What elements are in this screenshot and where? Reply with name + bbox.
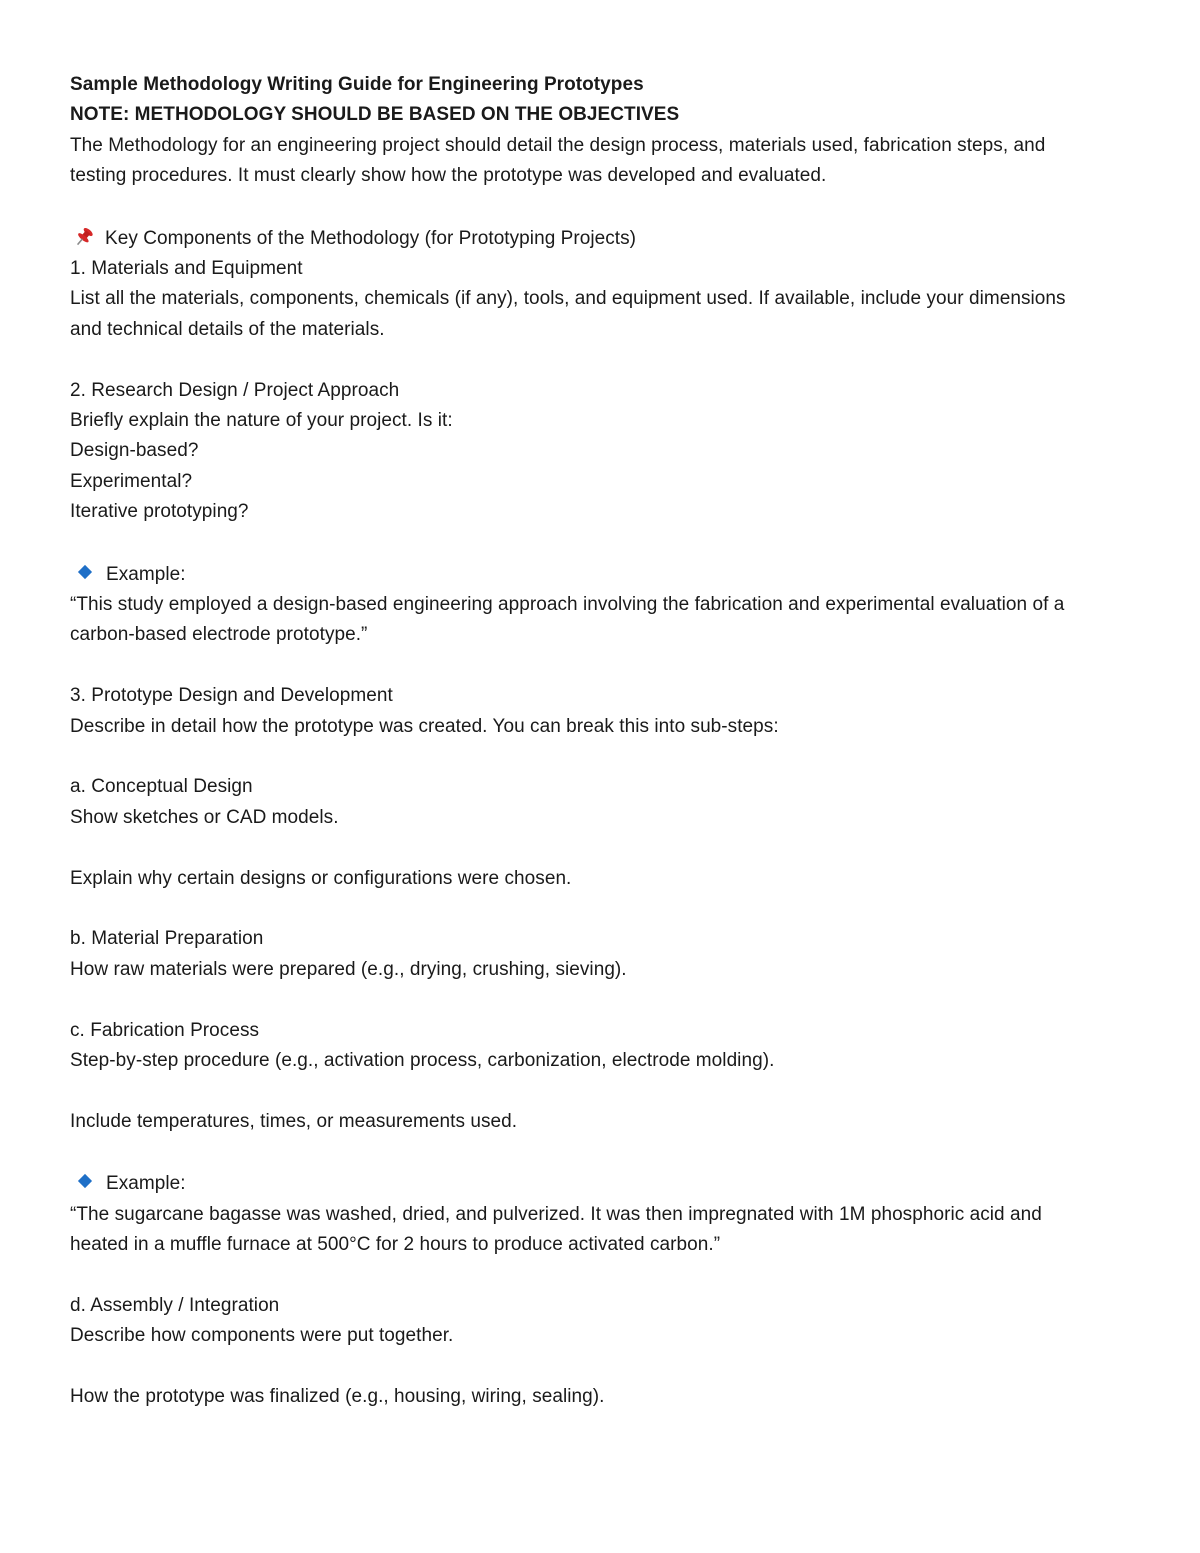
spacer (70, 833, 1130, 863)
section3d-line-2: How the prototype was finalized (e.g., housing, wiring, sealing). (70, 1386, 605, 1408)
document-page (70, 70, 1130, 1412)
spacer (70, 1076, 1130, 1106)
spacer (70, 651, 1130, 681)
section3-example-line-1: “The sugarcane bagasse was washed, dried, and pulverized. It was then impregnated with 1M phosphoric acid and (70, 1203, 1042, 1225)
section2-heading: 2. Research Design / Project Approach (70, 379, 400, 401)
section3c-heading: c. Fabrication Process (70, 1019, 260, 1041)
spacer (70, 345, 1130, 375)
document-title: Sample Methodology Writing Guide for Engineering Prototypes (70, 74, 644, 95)
section1-heading: 1. Materials and Equipment (70, 258, 303, 280)
section2-option: Experimental? (70, 470, 193, 492)
spacer (70, 985, 1130, 1015)
section2-option: Iterative prototyping? (70, 501, 249, 523)
section3-example-label (70, 1169, 1130, 1199)
section3a-line-2: Explain why certain designs or configurations were chosen. (70, 867, 572, 889)
section3c-line-1: Step-by-step procedure (e.g., activation process, carbonization, electrode molding). (70, 1050, 775, 1072)
example-label-text: Example: (106, 563, 186, 585)
spacer (70, 1352, 1130, 1382)
section2-option: Design-based? (70, 440, 199, 462)
diamond-bullet-icon (78, 565, 92, 579)
spacer (70, 1137, 1130, 1169)
section3b-heading: b. Material Preparation (70, 928, 264, 950)
section3d-heading: d. Assembly / Integration (70, 1294, 280, 1316)
spacer (70, 192, 1130, 224)
diamond-bullet-icon (78, 1174, 92, 1188)
spacer (70, 894, 1130, 924)
section3a-heading: a. Conceptual Design (70, 776, 253, 798)
section3c-line-2: Include temperatures, times, or measurements used. (70, 1110, 518, 1132)
section2-example-line-1: “This study employed a design-based engineering approach involving the fabrication and experimental evaluation of a (70, 594, 1065, 616)
intro-line-2: testing procedures. It must clearly show how the prototype was developed and evaluated. (70, 165, 827, 187)
section3a-line-1: Show sketches or CAD models. (70, 806, 339, 828)
section3b-line-1: How raw materials were prepared (e.g., drying, crushing, sieving). (70, 958, 627, 980)
spacer (70, 1260, 1130, 1290)
pushpin-icon (73, 226, 95, 248)
key-components-heading (70, 224, 1130, 254)
section2-intro: Briefly explain the nature of your project. Is it: (70, 410, 453, 432)
section2-example-line-2: carbon-based electrode prototype.” (70, 624, 368, 646)
section2-example-label (70, 560, 1130, 590)
section3d-line-1: Describe how components were put together. (70, 1325, 454, 1347)
spacer (70, 528, 1130, 560)
section1-line-1: List all the materials, components, chemicals (if any), tools, and equipment used. If available, include your dimensions (70, 288, 1066, 310)
section1-line-2: and technical details of the materials. (70, 318, 385, 340)
example-label-text: Example: (106, 1173, 186, 1195)
key-components-label: Key Components of the Methodology (for Prototyping Projects) (105, 227, 637, 249)
document-note: NOTE: METHODOLOGY SHOULD BE BASED ON THE OBJECTIVES (70, 104, 680, 126)
section3-heading: 3. Prototype Design and Development (70, 685, 393, 707)
section3-intro: Describe in detail how the prototype was created. You can break this into sub-steps: (70, 715, 779, 737)
intro-line-1: The Methodology for an engineering project should detail the design process, materials used, fabrication steps, and (70, 134, 1046, 156)
spacer (70, 742, 1130, 772)
section3-example-line-2: heated in a muffle furnace at 500°C for 2 hours to produce activated carbon.” (70, 1234, 721, 1256)
